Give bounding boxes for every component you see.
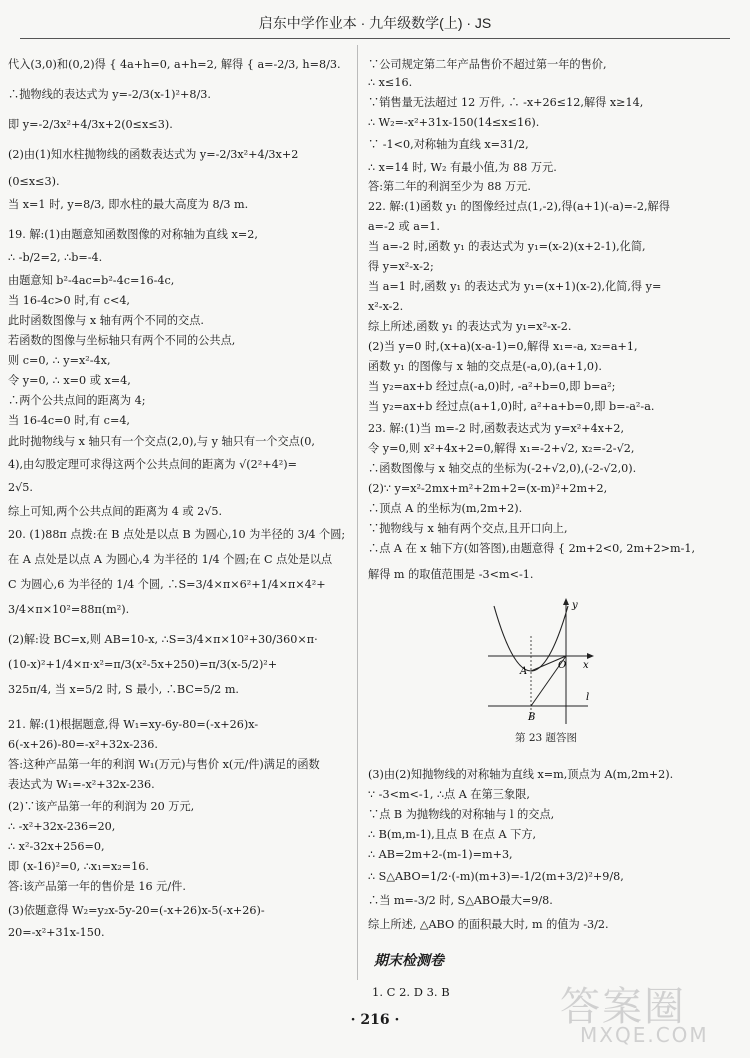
x-axis-arrow xyxy=(587,653,594,659)
text-line: 综上所述, △ABO 的面积最大时, m 的值为 -3/2. xyxy=(368,918,609,931)
text-line: 在 A 点处是以点 A 为圆心,4 为半径的 1/4 个圆;在 C 点处是以点 xyxy=(8,553,333,566)
figure-caption: 第 23 题答图 xyxy=(515,732,578,744)
text-line: ∴顶点 A 的坐标为(m,2m+2). xyxy=(368,502,523,515)
text-line: 令 y=0,则 x²+4x+2=0,解得 x₁=-2+√2, x₂=-2-√2, xyxy=(368,442,635,455)
text-line: 综上可知,两个公共点间的距离为 4 或 2√5. xyxy=(8,505,223,518)
text-line: 当 a=-2 时,函数 y₁ 的表达式为 y₁=(x-2)(x+2-1),化简, xyxy=(368,240,646,253)
text-line: 此时抛物线与 x 轴只有一个交点(2,0),与 y 轴只有一个交点(0, xyxy=(8,435,315,448)
text-line: 令 y=0, ∴ x=0 或 x=4, xyxy=(8,374,131,387)
text-line: 20=-x²+31x-150. xyxy=(8,926,105,939)
text-line: 2√5. xyxy=(8,481,33,494)
text-line: 答:这种产品第一年的利润 W₁(万元)与售价 x(元/件)满足的函数 xyxy=(8,758,320,771)
text-line: 若函数的图像与坐标轴只有两个不同的公共点, xyxy=(8,334,236,347)
text-line: 综上所述,函数 y₁ 的表达式为 y₁=x²-x-2. xyxy=(368,320,572,333)
text-line: ∵销售量无法超过 12 万件, ∴ -x+26≤12,解得 x≥14, xyxy=(368,96,644,109)
text-line: 21. 解:(1)根据题意,得 W₁=xy-6y-80=(-x+26)x- xyxy=(8,718,259,731)
text-line: ∴ x≤16. xyxy=(368,76,413,89)
text-line: 当 16-4c>0 时,有 c<4, xyxy=(8,294,130,307)
text-line: ∴ x=14 时, W₂ 有最小值,为 88 万元. xyxy=(368,161,557,174)
text-line: (2)∵该产品第一年的利润为 20 万元, xyxy=(8,800,195,813)
watermark-bottom: MXQE.COM xyxy=(580,1023,709,1047)
text-line: (2)当 y=0 时,(x+a)(x-a-1)=0,解得 x₁=-a, x₂=a+1, xyxy=(368,340,638,353)
text-line: ∴ W₂=-x²+31x-150(14≤x≤16). xyxy=(368,116,540,129)
text-line: 22. 解:(1)函数 y₁ 的图像经过点(1,-2),得(a+1)(-a)=-2,解得 xyxy=(368,200,670,213)
text-line: ∵ -3<m<-1, ∴点 A 在第三象限, xyxy=(368,788,530,801)
text-line: 答:第二年的利润至少为 88 万元. xyxy=(368,180,531,193)
text-line: 表达式为 W₁=-x²+32x-236. xyxy=(8,778,155,791)
text-line: (10-x)²+1/4×π·x²=π/3(x²-5x+250)=π/3(x-5/2)²+ xyxy=(8,658,278,671)
label-x: x xyxy=(583,660,589,671)
text-line: 4),由勾股定理可求得这两个公共点间的距离为 √(2²+4²)= xyxy=(8,458,297,471)
text-line: 得 y=x²-x-2; xyxy=(368,260,434,273)
text-line: ∴抛物线的表达式为 y=-2/3(x-1)²+8/3. xyxy=(8,88,211,101)
text-line: ∴ -x²+32x-236=20, xyxy=(8,820,116,833)
label-A: A xyxy=(520,666,528,677)
text-line: 325π/4, 当 x=5/2 时, S 最小, ∴BC=5/2 m. xyxy=(8,683,239,696)
text-line: ∴ x²-32x+256=0, xyxy=(8,840,105,853)
text-line: 即 y=-2/3x²+4/3x+2(0≤x≤3). xyxy=(8,118,173,131)
text-line: (2)解:设 BC=x,则 AB=10-x, ∴S=3/4×π×10²+30/360×π· xyxy=(8,633,318,646)
text-line: ∵点 B 为抛物线的对称轴与 l 的交点, xyxy=(368,808,555,821)
text-line: 解得 m 的取值范围是 -3<m<-1. xyxy=(368,568,534,581)
text-line: 此时函数图像与 x 轴有两个不同的交点. xyxy=(8,314,204,327)
section-title: 期末检测卷 xyxy=(374,952,444,968)
text-line: ∴ B(m,m-1),且点 B 在点 A 下方, xyxy=(368,828,537,841)
section-answers: 1. C 2. D 3. B xyxy=(372,985,450,999)
text-line: ∴ AB=2m+2-(m-1)=m+3, xyxy=(368,848,513,861)
text-line: 当 x=1 时, y=8/3, 即水柱的最大高度为 8/3 m. xyxy=(8,198,249,211)
label-y: y xyxy=(572,600,578,611)
text-line: 19. 解:(1)由题意知函数图像的对称轴为直线 x=2, xyxy=(8,228,258,241)
text-line: ∵公司规定第二年产品售价不超过第一年的售价, xyxy=(368,58,607,71)
text-line: ∴点 A 在 x 轴下方(如答图),由题意得 { 2m+2<0, 2m+2>m-1, xyxy=(368,542,696,555)
text-line: 函数 y₁ 的图像与 x 轴的交点是(-a,0),(a+1,0). xyxy=(368,360,602,373)
text-line: 即 (x-16)²=0, ∴x₁=x₂=16. xyxy=(8,860,149,873)
text-line: 由题意知 b²-4ac=b²-4c=16-4c, xyxy=(8,274,175,287)
text-line: ∴当 m=-3/2 时, S△ABO最大=9/8. xyxy=(368,894,553,907)
column-divider xyxy=(357,45,358,980)
text-line: (3)由(2)知抛物线的对称轴为直线 x=m,顶点为 A(m,2m+2). xyxy=(368,768,674,781)
text-line: ∴两个公共点间的距离为 4; xyxy=(8,394,146,407)
text-line: ∵抛物线与 x 轴有两个交点,且开口向上, xyxy=(368,522,568,535)
text-line: 当 a=1 时,函数 y₁ 的表达式为 y₁=(x+1)(x-2),化简,得 y= xyxy=(368,280,662,293)
text-line: 当 y₂=ax+b 经过点(-a,0)时, -a²+b=0,即 b=a²; xyxy=(368,380,616,393)
text-line: a=-2 或 a=1. xyxy=(368,220,440,233)
text-line: 则 c=0, ∴ y=x²-4x, xyxy=(8,354,111,367)
text-line: ∵ -1<0,对称轴为直线 x=31/2, xyxy=(368,138,529,151)
text-line: (3)依题意得 W₂=y₂x-5y-20=(-x+26)x-5(-x+26)- xyxy=(8,904,265,917)
text-line: 当 16-4c=0 时,有 c=4, xyxy=(8,414,130,427)
y-axis-arrow xyxy=(563,598,569,605)
label-B: B xyxy=(528,712,536,723)
label-O: O xyxy=(558,660,567,671)
text-line: C 为圆心,6 为半径的 1/4 个圆, ∴S=3/4×π×6²+1/4×π×4²+ xyxy=(8,578,326,591)
text-line: ∴ -b/2=2, ∴b=-4. xyxy=(8,251,103,264)
text-line: 23. 解:(1)当 m=-2 时,函数表达式为 y=x²+4x+2, xyxy=(368,422,625,435)
header-title: 启东中学作业本 · 九年级数学(上) · JS xyxy=(258,15,492,31)
text-line: 20. (1)88π 点拨:在 B 点处是以点 B 为圆心,10 为半径的 3/4 个圆; xyxy=(8,528,346,541)
figure-23-graph xyxy=(488,596,596,724)
page-number: · 216 · xyxy=(350,1012,400,1028)
text-line: ∴ S△ABO=1/2·(-m)(m+3)=-1/2(m+3/2)²+9/8, xyxy=(368,870,624,883)
text-line: 代入(3,0)和(0,2)得 { 4a+h=0, a+h=2, 解得 { a=-2/3, h=8/3. xyxy=(8,58,341,71)
text-line: ∴函数图像与 x 轴交点的坐标为(-2+√2,0),(-2-√2,0). xyxy=(368,462,637,475)
text-line: (2)∵ y=x²-2mx+m²+2m+2=(x-m)²+2m+2, xyxy=(368,482,608,495)
text-line: 3/4×π×10²=88π(m²). xyxy=(8,603,130,616)
watermark-top: 答案圈 xyxy=(560,984,686,1030)
text-line: (2)由(1)知水柱抛物线的函数表达式为 y=-2/3x²+4/3x+2 xyxy=(8,148,299,161)
text-line: (0≤x≤3). xyxy=(8,175,60,188)
text-line: x²-x-2. xyxy=(368,300,404,313)
text-line: 6(-x+26)-80=-x²+32x-236. xyxy=(8,738,158,751)
text-line: 答:该产品第一年的售价是 16 元/件. xyxy=(8,880,186,893)
text-line: 当 y₂=ax+b 经过点(a+1,0)时, a²+a+b=0,即 b=-a²-a. xyxy=(368,400,655,413)
page-header xyxy=(20,8,730,39)
watermark xyxy=(540,975,740,1050)
label-l: l xyxy=(586,692,590,703)
